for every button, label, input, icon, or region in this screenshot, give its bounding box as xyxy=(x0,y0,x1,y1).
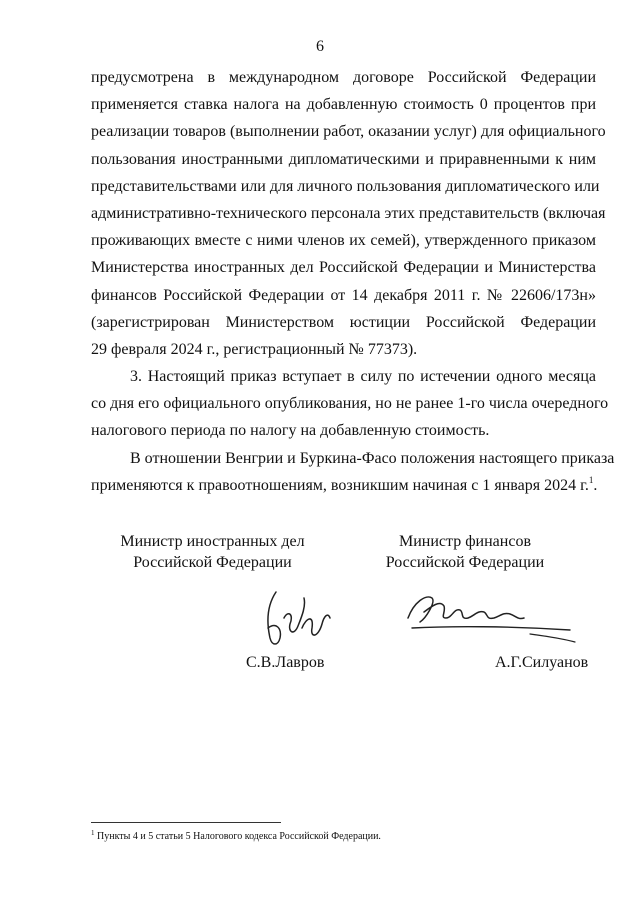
right-title-line1: Министр финансов xyxy=(398,533,531,550)
text-line: применяется ставка налога на добавленную стоимость 0 процентов при xyxy=(91,96,596,114)
text-line: проживающих вместе с ними членов их семей), утвержденного приказом xyxy=(91,232,596,250)
page-number: 6 xyxy=(316,38,324,55)
text-line: 3. Настоящий приказ вступает в силу по истечении одного месяца xyxy=(130,368,596,386)
text-line: 29 февраля 2024 г., регистрационный № 77373). xyxy=(91,340,418,358)
sentence-end: . xyxy=(593,476,598,494)
left-signatory-title xyxy=(110,531,315,573)
text-line: реализации товаров (выполнении работ, оказании услуг) для официального xyxy=(91,123,606,141)
left-title-line2: Российской Федерации xyxy=(133,554,292,571)
footnote-reference: 1 xyxy=(588,474,594,485)
signature-siluanov xyxy=(400,588,580,650)
text-line: представительствами или для личного пользования дипломатического или xyxy=(91,177,600,195)
signature-lavrov xyxy=(258,588,338,650)
right-signatory-title xyxy=(380,531,550,573)
text-line: Министерства иностранных дел Российской Федерации и Министерства xyxy=(91,259,596,277)
text-line: пользования иностранными дипломатическими и приравненными к ним xyxy=(91,150,596,168)
footnote-divider xyxy=(91,822,281,823)
text-line: В отношении Венгрии и Буркина-Фасо положения настоящего приказа xyxy=(130,449,615,467)
footnote-marker: 1 xyxy=(91,829,95,837)
text-line: со дня его официального опубликования, но не ранее 1-го числа очередного xyxy=(91,395,609,413)
body-text xyxy=(91,64,615,499)
left-title-line1: Министр иностранных дел xyxy=(120,533,305,550)
right-signatory-name: А.Г.Силуанов xyxy=(495,654,589,671)
text-line: предусмотрена в международном договоре Российской Федерации xyxy=(91,69,596,86)
text-line: применяются к правоотношениям, возникшим начиная с 1 января 2024 г. xyxy=(91,476,589,494)
left-signatory-name: С.В.Лавров xyxy=(246,654,325,671)
right-title-line2: Российской Федерации xyxy=(385,554,545,571)
footnote-text: Пункты 4 и 5 статьи 5 Налогового кодекса Российской Федерации. xyxy=(97,831,381,842)
text-line-with-footnote xyxy=(91,472,596,499)
text-line: административно-технического персонала этих представительств (включая xyxy=(91,204,606,222)
text-line: (зарегистрирован Министерством юстиции Российской Федерации xyxy=(91,313,596,331)
footnote xyxy=(91,831,381,842)
text-line: финансов Российской Федерации от 14 декабря 2011 г. № 22606/173н» xyxy=(91,286,596,304)
text-line: налогового периода по налогу на добавленную стоимость. xyxy=(91,422,490,440)
